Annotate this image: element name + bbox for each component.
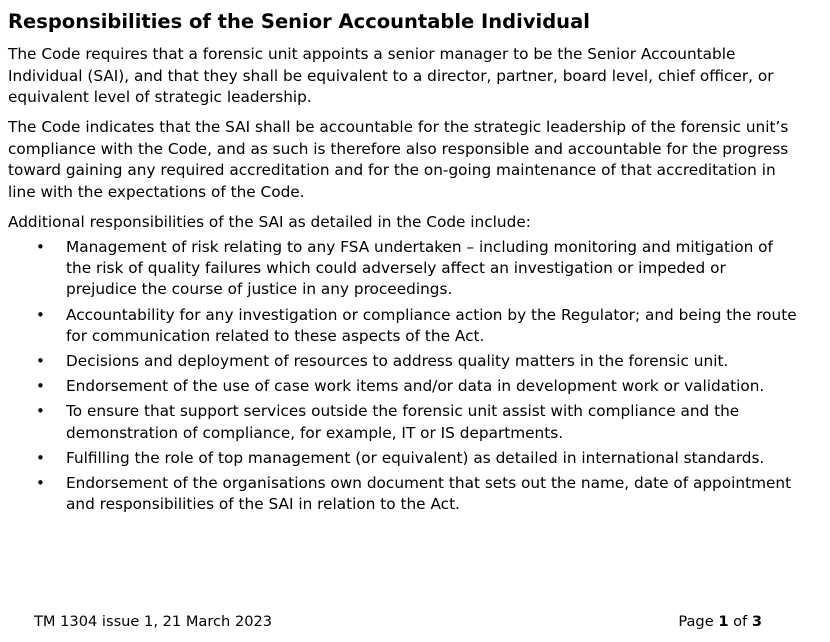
list-item bbox=[0, 401, 800, 443]
list-item bbox=[0, 351, 800, 372]
list-item bbox=[0, 305, 800, 347]
bullet-icon: • bbox=[36, 448, 45, 467]
bullet-icon: • bbox=[36, 402, 45, 421]
bullet-icon: • bbox=[36, 305, 45, 324]
footer-document-reference: TM 1304 issue 1, 21 March 2023 bbox=[34, 613, 273, 630]
page-label: Page bbox=[678, 613, 714, 630]
list-item-text: Fulfilling the role of top management (or equivalent) as detailed in international standards. bbox=[66, 448, 765, 467]
bullet-icon: • bbox=[36, 377, 45, 396]
list-item-text: Decisions and deployment of resources to address quality matters in the forensic unit. bbox=[66, 352, 729, 371]
list-item-text: Endorsement of the organisations own document that sets out the name, date of appointment and responsibilities of the SAI in relation to the Act. bbox=[66, 474, 792, 514]
accountability-paragraph: The Code indicates that the SAI shall be accountable for the strategic leadership of the forensic unit’s compliance with the Code, and as such is therefore also responsible and accountable for the progress toward gaining any required accreditation and for the on-going maintenance of that accreditation in line with the expectations of the Code. bbox=[8, 118, 789, 201]
additional-responsibilities-intro: Additional responsibilities of the SAI as detailed in the Code include: bbox=[8, 213, 531, 231]
list-item-text: Accountability for any investigation or compliance action by the Regulator; and being the route for communication related to these aspects of the Act. bbox=[66, 305, 797, 345]
responsibilities-list bbox=[0, 237, 830, 519]
bullet-icon: • bbox=[36, 238, 45, 256]
footer-page-number bbox=[678, 612, 762, 632]
bullet-icon: • bbox=[36, 352, 45, 371]
total-page-count: 3 bbox=[751, 613, 762, 630]
list-item bbox=[0, 473, 800, 515]
list-item-text: Management of risk relating to any FSA undertaken – including monitoring and mitigation of the risk of quality failures which could adversely affect an investigation or impeded or prejudice the course of justice in any proceedings. bbox=[66, 238, 773, 299]
list-item-text: Endorsement of the use of case work items and/or data in development work or validation. bbox=[66, 377, 765, 396]
intro-paragraph: The Code requires that a forensic unit appoints a senior manager to be the Senior Accountable Individual (SAI), and that they shall be equivalent to a director, partner, board level, chief officer, or equivalent level of strategic leadership. bbox=[8, 45, 774, 106]
list-item bbox=[0, 237, 800, 301]
list-item bbox=[0, 376, 800, 397]
bullet-icon: • bbox=[36, 474, 45, 493]
list-item bbox=[0, 448, 800, 469]
document-heading: Responsibilities of the Senior Accountable Individual bbox=[8, 10, 590, 33]
current-page-number: 1 bbox=[718, 613, 729, 630]
list-item-text: To ensure that support services outside the forensic unit assist with compliance and the demonstration of compliance, for example, IT or IS departments. bbox=[66, 402, 740, 442]
of-label: of bbox=[733, 613, 748, 630]
